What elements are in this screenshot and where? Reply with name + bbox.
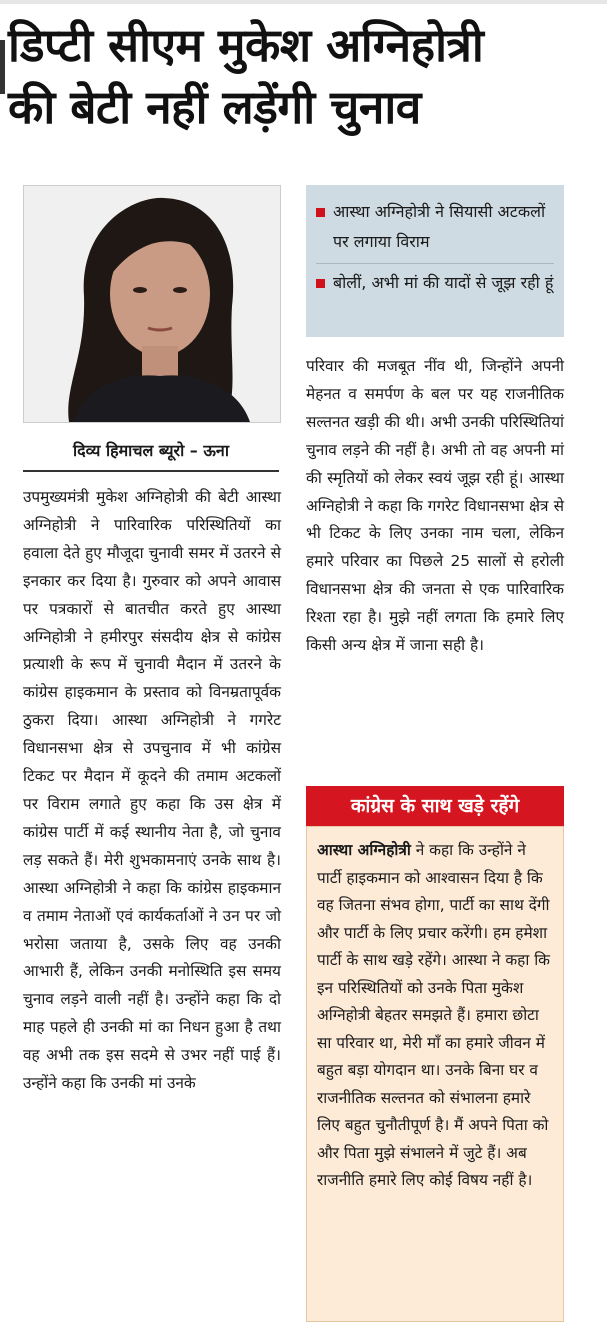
highlight-text: आस्था अग्निहोत्री ने सियासी अटकलों पर लगाया विराम: [333, 202, 546, 251]
edge-marker: [0, 40, 5, 94]
highlight-text: बोलीं, अभी मां की यादों से जूझ रही हूं: [333, 273, 554, 292]
headline-line-1: डिप्टी सीएम मुकेश अग्निहोत्री: [8, 18, 484, 72]
article-right-column: परिवार की मजबूत नींव थी, जिन्होंने अपनी मेहनत व समर्पण के बल पर यह राजनीतिक सल्तनत खड़ी की थी। अभी उनकी परिस्थितियां चुनाव लड़ने की नहीं है। अभी तो वह अपनी मां की स्मृतियों को लेकर स्वयं जूझ रही हूं। आस्था अग्निहोत्री ने कहा कि गगरेट विधानसभा क्षेत्र से भी टिकट के लिए उनका नाम चला, लेकिन हमारे परिवार का पिछले 25 सालों से हरोली विधानसभा क्षेत्र की जनता से एक पारिवारिक रिश्ता रहा है। मुझे नहीं लगता कि हमारे लिए किसी अन्य क्षेत्र में जाना सही है।: [306, 357, 564, 655]
top-rule: [0, 0, 607, 4]
article-left-column: उपमुख्यमंत्री मुकेश अग्निहोत्री की बेटी आस्था अग्निहोत्री ने पारिवारिक परिस्थितियों का हवाला देते हुए मौजूदा चुनावी समर में उतरने से इनकार कर दिया है। गुरुवार को अपने आवास पर पत्रकारों से बातचीत करते हुए आस्था अग्निहोत्री ने हमीरपुर संसदीय क्षेत्र से कांग्रेस प्रत्याशी के रूप में चुनावी मैदान में उतरने के कांग्रेस हाइकमान के प्रस्ताव को विनम्रतापूर्वक ठुकरा दिया। आस्था अग्निहोत्री ने गगरेट विधानसभा क्षेत्र से उपचुनाव में भी कांग्रेस टिकट पर मैदान में कूदने की तमाम अटकलों पर विराम लगाते हुए कहा कि उस क्षेत्र में कांग्रेस पार्टी में कई स्थानीय नेता है, जो चुनाव लड़ सकते हैं। मेरी शुभकामनाएं उनके साथ है। आस्था अग्निहोत्री ने कहा कि कांग्रेस हाइकमान व तमाम नेताओं एवं कार्यकर्ताओं ने उन पर जो भरोसा जताया है, उसके लिए वह उनकी आभारी हैं, लेकिन उनकी मनोस्थिति इस समय चुनाव लड़ने वाली नहीं है। उन्होंने कहा कि दो माह पहले ही उनकी मां का निधन हुआ है तथा वह अभी तक इस सदमे से उभर नहीं पाई हैं। उन्होंने कहा कि उनकी मां उनके: [23, 488, 281, 1093]
bullet-square-icon: [316, 208, 325, 217]
portrait-photo: [23, 185, 281, 423]
headline-line-2: की बेटी नहीं लड़ेंगी चुनाव: [8, 80, 421, 134]
byline: दिव्य हिमाचल ब्यूरो – ऊना: [23, 434, 279, 472]
highlights-box: [306, 185, 564, 337]
portrait-illustration: [24, 186, 280, 422]
highlight-item: [316, 197, 554, 257]
sidebar-box-heading: कांग्रेस के साथ खड़े रहेंगे: [306, 786, 564, 826]
sidebar-box-body: [306, 826, 564, 1322]
headline: [8, 14, 598, 138]
bullet-square-icon: [316, 279, 325, 288]
highlight-item: [316, 263, 554, 298]
sidebar-box-text: ने कहा कि उन्होंने ने पार्टी हाइकमान को आश्वासन दिया है कि वह जितना संभव होगा, पार्टी का साथ देंगी और पार्टी के लिए प्रचार करेंगी। हम हमेशा पार्टी के साथ खड़े रहेंगे। आस्था ने कहा कि इन परिस्थितियों को उनके पिता मुकेश अग्निहोत्री बेहतर समझते हैं। हमारा छोटा सा परिवार था, मेरी माँ का हमारे जीवन में बहुत बड़ा योगदान था। उनके बिना घर व राजनीतिक सल्तनत को संभालना हमारे लिए बहुत चुनौतीपूर्ण है। मैं अपने पिता को और पिता मुझे संभालने में जुटे हैं। अब राजनीति हमारे लिए कोई विषय नहीं है।: [317, 841, 550, 1189]
sidebar-box-lead: आस्था अग्निहोत्री: [317, 841, 411, 859]
